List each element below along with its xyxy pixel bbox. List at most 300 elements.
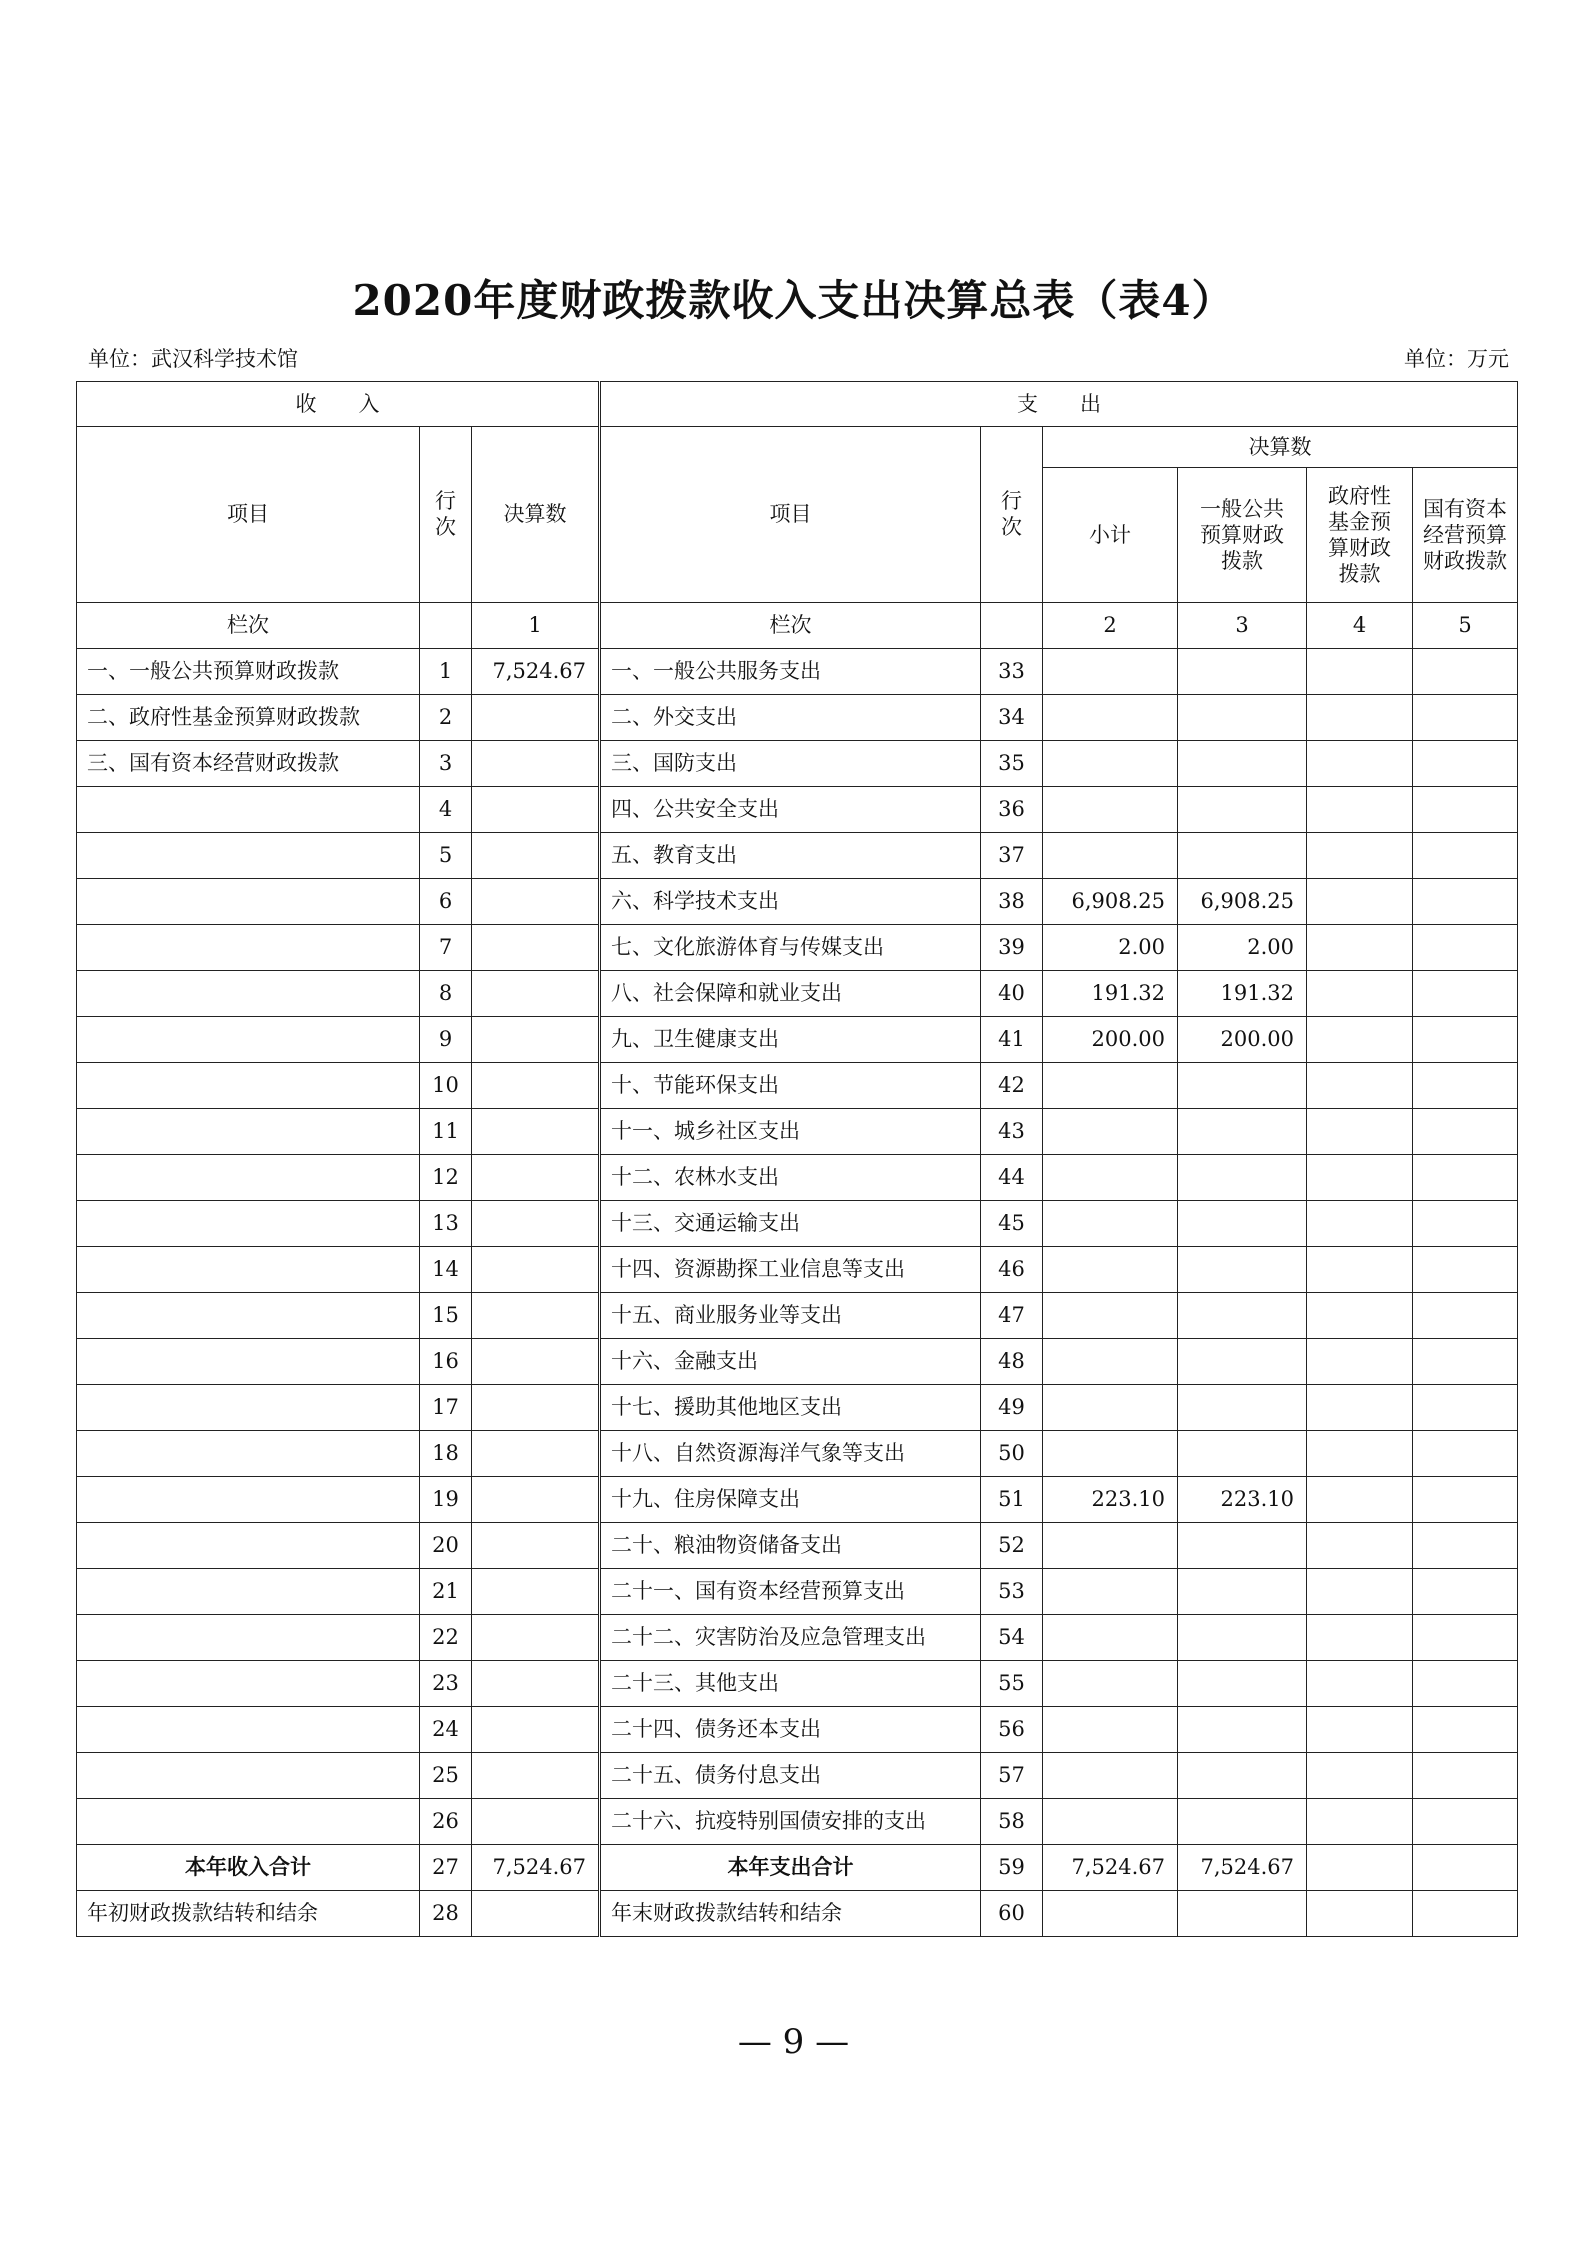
expense-item: 本年支出合计 [600, 1845, 981, 1891]
income-amount [472, 1155, 600, 1201]
expense-subtotal [1043, 1753, 1178, 1799]
expense-state-capital [1413, 1431, 1518, 1477]
expense-fund-budget [1307, 1201, 1413, 1247]
expense-state-capital [1413, 1891, 1518, 1937]
expense-state-capital [1413, 1385, 1518, 1431]
expense-row-number: 41 [981, 1017, 1043, 1063]
column-index: 3 [1178, 603, 1307, 649]
income-item [77, 787, 420, 833]
expense-item: 年末财政拨款结转和结余 [600, 1891, 981, 1937]
expense-row-number: 54 [981, 1615, 1043, 1661]
expense-subtotal: 191.32 [1043, 971, 1178, 1017]
income-item [77, 833, 420, 879]
expense-item: 十七、援助其他地区支出 [600, 1385, 981, 1431]
income-row-number: 1 [420, 649, 472, 695]
expense-state-capital [1413, 741, 1518, 787]
income-item: 年初财政拨款结转和结余 [77, 1891, 420, 1937]
expense-item: 十四、资源勘探工业信息等支出 [600, 1247, 981, 1293]
expense-row-number: 45 [981, 1201, 1043, 1247]
expense-general-budget [1178, 1247, 1307, 1293]
table-row [77, 1385, 1518, 1431]
income-row-number: 12 [420, 1155, 472, 1201]
expense-fund-budget [1307, 971, 1413, 1017]
fund-budget-header: 政府性基金预算财政拨款 [1307, 468, 1413, 603]
income-item [77, 1523, 420, 1569]
income-row-number: 13 [420, 1201, 472, 1247]
expense-state-capital [1413, 879, 1518, 925]
expense-row-number: 58 [981, 1799, 1043, 1845]
expense-general-budget: 200.00 [1178, 1017, 1307, 1063]
expense-fund-budget [1307, 1431, 1413, 1477]
expense-item: 二十五、债务付息支出 [600, 1753, 981, 1799]
table-row [77, 741, 1518, 787]
income-item: 本年收入合计 [77, 1845, 420, 1891]
expense-subtotal: 7,524.67 [1043, 1845, 1178, 1891]
income-amount [472, 695, 600, 741]
income-item [77, 1615, 420, 1661]
table-row [77, 1431, 1518, 1477]
expense-row-number: 43 [981, 1109, 1043, 1155]
expense-subtotal [1043, 1661, 1178, 1707]
expense-general-budget: 7,524.67 [1178, 1845, 1307, 1891]
expense-item: 十三、交通运输支出 [600, 1201, 981, 1247]
budget-table [76, 381, 1518, 1937]
expense-row-number: 50 [981, 1431, 1043, 1477]
expense-row-number: 48 [981, 1339, 1043, 1385]
income-amount [472, 1385, 600, 1431]
expense-fund-budget [1307, 1477, 1413, 1523]
expense-subtotal [1043, 833, 1178, 879]
income-amount [472, 879, 600, 925]
income-row-number: 8 [420, 971, 472, 1017]
column-index-label: 栏次 [600, 603, 981, 649]
expense-state-capital [1413, 1845, 1518, 1891]
expense-subtotal [1043, 649, 1178, 695]
expense-state-capital [1413, 649, 1518, 695]
income-amount [472, 1109, 600, 1155]
expense-fund-budget [1307, 1615, 1413, 1661]
expense-row-header: 行次 [981, 427, 1043, 603]
income-item [77, 1799, 420, 1845]
expense-item: 七、文化旅游体育与传媒支出 [600, 925, 981, 971]
expense-item: 二十四、债务还本支出 [600, 1707, 981, 1753]
expense-subtotal [1043, 1707, 1178, 1753]
income-row-number: 11 [420, 1109, 472, 1155]
amount-group-header: 决算数 [1043, 427, 1518, 468]
income-row-number: 28 [420, 1891, 472, 1937]
expense-subtotal [1043, 1247, 1178, 1293]
income-amount [472, 1201, 600, 1247]
column-index: 5 [1413, 603, 1518, 649]
table-row [77, 1707, 1518, 1753]
table-row [77, 1615, 1518, 1661]
expense-row-number: 52 [981, 1523, 1043, 1569]
income-amount [472, 787, 600, 833]
expense-fund-budget [1307, 1063, 1413, 1109]
income-row-number: 5 [420, 833, 472, 879]
table-row [77, 1661, 1518, 1707]
income-row-number: 3 [420, 741, 472, 787]
expense-general-budget [1178, 1891, 1307, 1937]
expense-state-capital [1413, 787, 1518, 833]
income-amount [472, 833, 600, 879]
expense-fund-budget [1307, 1385, 1413, 1431]
table-row [77, 1891, 1518, 1937]
table-row [77, 1201, 1518, 1247]
expense-general-budget [1178, 1339, 1307, 1385]
expense-fund-budget [1307, 649, 1413, 695]
page-number: — 9 — [737, 2022, 850, 2062]
expense-fund-budget [1307, 833, 1413, 879]
expense-subtotal [1043, 741, 1178, 787]
expense-row-number: 34 [981, 695, 1043, 741]
expense-subtotal [1043, 1063, 1178, 1109]
table-row [77, 1477, 1518, 1523]
expense-general-budget [1178, 1201, 1307, 1247]
income-item [77, 925, 420, 971]
table-row [77, 1799, 1518, 1845]
expense-subtotal [1043, 1293, 1178, 1339]
income-amount [472, 1799, 600, 1845]
expense-state-capital [1413, 971, 1518, 1017]
table-row [77, 1017, 1518, 1063]
expense-item: 六、科学技术支出 [600, 879, 981, 925]
income-row-number: 27 [420, 1845, 472, 1891]
expense-row-number: 40 [981, 971, 1043, 1017]
expense-item: 二十二、灾害防治及应急管理支出 [600, 1615, 981, 1661]
expense-item: 二、外交支出 [600, 695, 981, 741]
income-row-number: 6 [420, 879, 472, 925]
expense-item: 十五、商业服务业等支出 [600, 1293, 981, 1339]
expense-fund-budget [1307, 1155, 1413, 1201]
column-index-label: 栏次 [77, 603, 420, 649]
income-row-number: 16 [420, 1339, 472, 1385]
expense-general-budget [1178, 1615, 1307, 1661]
expense-subtotal [1043, 787, 1178, 833]
expense-item: 十、节能环保支出 [600, 1063, 981, 1109]
income-amount [472, 1063, 600, 1109]
expense-general-budget [1178, 1109, 1307, 1155]
income-amount [472, 1615, 600, 1661]
income-row-number: 4 [420, 787, 472, 833]
expense-general-budget: 191.32 [1178, 971, 1307, 1017]
expense-item: 二十、粮油物资储备支出 [600, 1523, 981, 1569]
table-row [77, 695, 1518, 741]
expense-subtotal [1043, 1891, 1178, 1937]
table-row [77, 1523, 1518, 1569]
expense-general-budget [1178, 1063, 1307, 1109]
income-item: 一、一般公共预算财政拨款 [77, 649, 420, 695]
expense-header: 支 出 [600, 382, 1518, 427]
column-index: 1 [472, 603, 600, 649]
expense-fund-budget [1307, 1293, 1413, 1339]
column-index: 2 [1043, 603, 1178, 649]
income-row-number: 20 [420, 1523, 472, 1569]
expense-item: 十二、农林水支出 [600, 1155, 981, 1201]
income-amount [472, 1891, 600, 1937]
income-amount [472, 1523, 600, 1569]
income-amount [472, 1753, 600, 1799]
expense-item-header: 项目 [600, 427, 981, 603]
expense-subtotal [1043, 1155, 1178, 1201]
expense-general-budget: 2.00 [1178, 925, 1307, 971]
income-item [77, 1247, 420, 1293]
income-item [77, 1569, 420, 1615]
expense-general-budget [1178, 1753, 1307, 1799]
expense-state-capital [1413, 1247, 1518, 1293]
income-amount [472, 925, 600, 971]
expense-general-budget [1178, 695, 1307, 741]
expense-row-number: 35 [981, 741, 1043, 787]
expense-fund-budget [1307, 1799, 1413, 1845]
expense-state-capital [1413, 1707, 1518, 1753]
income-amount [472, 741, 600, 787]
expense-general-budget [1178, 1385, 1307, 1431]
expense-general-budget [1178, 1661, 1307, 1707]
table-row [77, 1155, 1518, 1201]
table-row [77, 833, 1518, 879]
income-item [77, 1293, 420, 1339]
expense-general-budget: 223.10 [1178, 1477, 1307, 1523]
expense-general-budget: 6,908.25 [1178, 879, 1307, 925]
expense-general-budget [1178, 1431, 1307, 1477]
expense-state-capital [1413, 1293, 1518, 1339]
income-amount: 7,524.67 [472, 1845, 600, 1891]
expense-general-budget [1178, 649, 1307, 695]
income-row-number: 10 [420, 1063, 472, 1109]
page-title: 2020年度财政拨款收入支出决算总表（表4） [352, 276, 1235, 325]
expense-state-capital [1413, 1017, 1518, 1063]
expense-item: 九、卫生健康支出 [600, 1017, 981, 1063]
expense-item: 二十三、其他支出 [600, 1661, 981, 1707]
expense-state-capital [1413, 925, 1518, 971]
expense-general-budget [1178, 833, 1307, 879]
expense-row-number: 60 [981, 1891, 1043, 1937]
expense-fund-budget [1307, 1753, 1413, 1799]
expense-row-number: 51 [981, 1477, 1043, 1523]
income-item [77, 1017, 420, 1063]
income-item [77, 1477, 420, 1523]
table-row [77, 1569, 1518, 1615]
income-row-number: 24 [420, 1707, 472, 1753]
income-amount [472, 1431, 600, 1477]
expense-item: 十八、自然资源海洋气象等支出 [600, 1431, 981, 1477]
expense-fund-budget [1307, 741, 1413, 787]
income-item [77, 1063, 420, 1109]
income-row-number: 18 [420, 1431, 472, 1477]
income-item [77, 1109, 420, 1155]
expense-row-number: 33 [981, 649, 1043, 695]
expense-general-budget [1178, 1293, 1307, 1339]
state-capital-header: 国有资本经营预算财政拨款 [1413, 468, 1518, 603]
expense-item: 二十一、国有资本经营预算支出 [600, 1569, 981, 1615]
income-row-number: 21 [420, 1569, 472, 1615]
expense-general-budget [1178, 1569, 1307, 1615]
income-amount [472, 1247, 600, 1293]
expense-subtotal: 2.00 [1043, 925, 1178, 971]
unit-organization: 单位：武汉科学技术馆 [88, 347, 298, 371]
table-row [77, 1063, 1518, 1109]
expense-subtotal [1043, 1385, 1178, 1431]
expense-row-number: 47 [981, 1293, 1043, 1339]
expense-general-budget [1178, 787, 1307, 833]
income-item [77, 1201, 420, 1247]
expense-fund-budget [1307, 925, 1413, 971]
expense-item: 一、一般公共服务支出 [600, 649, 981, 695]
expense-state-capital [1413, 1201, 1518, 1247]
expense-fund-budget [1307, 695, 1413, 741]
expense-fund-budget [1307, 1339, 1413, 1385]
expense-state-capital [1413, 1753, 1518, 1799]
income-amount [472, 1017, 600, 1063]
expense-subtotal: 200.00 [1043, 1017, 1178, 1063]
income-header: 收 入 [77, 382, 600, 427]
general-budget-header: 一般公共预算财政拨款 [1178, 468, 1307, 603]
expense-row-number: 55 [981, 1661, 1043, 1707]
income-amount [472, 971, 600, 1017]
expense-fund-budget [1307, 1661, 1413, 1707]
income-item [77, 1155, 420, 1201]
expense-state-capital [1413, 695, 1518, 741]
expense-general-budget [1178, 1523, 1307, 1569]
expense-subtotal: 6,908.25 [1043, 879, 1178, 925]
income-item-header: 项目 [77, 427, 420, 603]
income-item [77, 1753, 420, 1799]
income-row-number: 26 [420, 1799, 472, 1845]
expense-state-capital [1413, 1799, 1518, 1845]
expense-subtotal [1043, 1799, 1178, 1845]
income-row-number: 25 [420, 1753, 472, 1799]
table-row [77, 925, 1518, 971]
income-row-number: 22 [420, 1615, 472, 1661]
expense-row-number: 46 [981, 1247, 1043, 1293]
expense-general-budget [1178, 1799, 1307, 1845]
expense-item: 八、社会保障和就业支出 [600, 971, 981, 1017]
table-row [77, 649, 1518, 695]
expense-fund-budget [1307, 1845, 1413, 1891]
expense-row-number: 49 [981, 1385, 1043, 1431]
expense-general-budget [1178, 741, 1307, 787]
expense-fund-budget [1307, 1109, 1413, 1155]
income-amount [472, 1707, 600, 1753]
expense-subtotal: 223.10 [1043, 1477, 1178, 1523]
expense-subtotal [1043, 1569, 1178, 1615]
expense-state-capital [1413, 833, 1518, 879]
table-row [77, 1339, 1518, 1385]
table-row [77, 787, 1518, 833]
income-amount [472, 1569, 600, 1615]
expense-fund-budget [1307, 1891, 1413, 1937]
expense-row-number: 53 [981, 1569, 1043, 1615]
expense-subtotal [1043, 695, 1178, 741]
expense-item: 十一、城乡社区支出 [600, 1109, 981, 1155]
income-item [77, 879, 420, 925]
table-row [77, 1247, 1518, 1293]
income-row-number: 2 [420, 695, 472, 741]
expense-row-number: 44 [981, 1155, 1043, 1201]
income-item [77, 1339, 420, 1385]
expense-fund-budget [1307, 1707, 1413, 1753]
expense-subtotal [1043, 1109, 1178, 1155]
income-amount [472, 1477, 600, 1523]
expense-item: 五、教育支出 [600, 833, 981, 879]
table-row [77, 1293, 1518, 1339]
income-amount [472, 1293, 600, 1339]
income-row-number: 15 [420, 1293, 472, 1339]
income-row-number: 14 [420, 1247, 472, 1293]
expense-row-number: 39 [981, 925, 1043, 971]
expense-item: 十六、金融支出 [600, 1339, 981, 1385]
expense-subtotal [1043, 1615, 1178, 1661]
expense-state-capital [1413, 1569, 1518, 1615]
income-item [77, 971, 420, 1017]
income-row-number: 23 [420, 1661, 472, 1707]
expense-state-capital [1413, 1477, 1518, 1523]
expense-state-capital [1413, 1661, 1518, 1707]
expense-item: 二十六、抗疫特别国债安排的支出 [600, 1799, 981, 1845]
income-row-number: 7 [420, 925, 472, 971]
expense-general-budget [1178, 1155, 1307, 1201]
expense-fund-budget [1307, 1017, 1413, 1063]
table-row [77, 1753, 1518, 1799]
expense-item: 四、公共安全支出 [600, 787, 981, 833]
income-row-number: 19 [420, 1477, 472, 1523]
subtotal-header: 小计 [1043, 468, 1178, 603]
expense-row-number: 59 [981, 1845, 1043, 1891]
table-row [77, 1845, 1518, 1891]
income-item [77, 1661, 420, 1707]
table-row [77, 971, 1518, 1017]
income-item [77, 1385, 420, 1431]
income-amount: 7,524.67 [472, 649, 600, 695]
income-item [77, 1707, 420, 1753]
column-index: 4 [1307, 603, 1413, 649]
expense-state-capital [1413, 1523, 1518, 1569]
income-amount-header: 决算数 [472, 427, 600, 603]
expense-fund-budget [1307, 1247, 1413, 1293]
income-item [77, 1431, 420, 1477]
expense-state-capital [1413, 1615, 1518, 1661]
income-amount [472, 1339, 600, 1385]
expense-item: 十九、住房保障支出 [600, 1477, 981, 1523]
income-row-number: 9 [420, 1017, 472, 1063]
expense-subtotal [1043, 1431, 1178, 1477]
income-item: 二、政府性基金预算财政拨款 [77, 695, 420, 741]
expense-state-capital [1413, 1155, 1518, 1201]
income-item: 三、国有资本经营财政拨款 [77, 741, 420, 787]
income-row-header: 行次 [420, 427, 472, 603]
expense-state-capital [1413, 1063, 1518, 1109]
income-row-number: 17 [420, 1385, 472, 1431]
income-amount [472, 1661, 600, 1707]
expense-row-number: 42 [981, 1063, 1043, 1109]
expense-fund-budget [1307, 1569, 1413, 1615]
expense-row-number: 38 [981, 879, 1043, 925]
expense-general-budget [1178, 1707, 1307, 1753]
expense-state-capital [1413, 1339, 1518, 1385]
expense-subtotal [1043, 1201, 1178, 1247]
expense-state-capital [1413, 1109, 1518, 1155]
expense-row-number: 36 [981, 787, 1043, 833]
expense-subtotal [1043, 1339, 1178, 1385]
expense-fund-budget [1307, 879, 1413, 925]
expense-subtotal [1043, 1523, 1178, 1569]
unit-currency: 单位：万元 [1404, 347, 1509, 371]
table-row [77, 879, 1518, 925]
expense-row-number: 56 [981, 1707, 1043, 1753]
table-row [77, 1109, 1518, 1155]
expense-fund-budget [1307, 1523, 1413, 1569]
